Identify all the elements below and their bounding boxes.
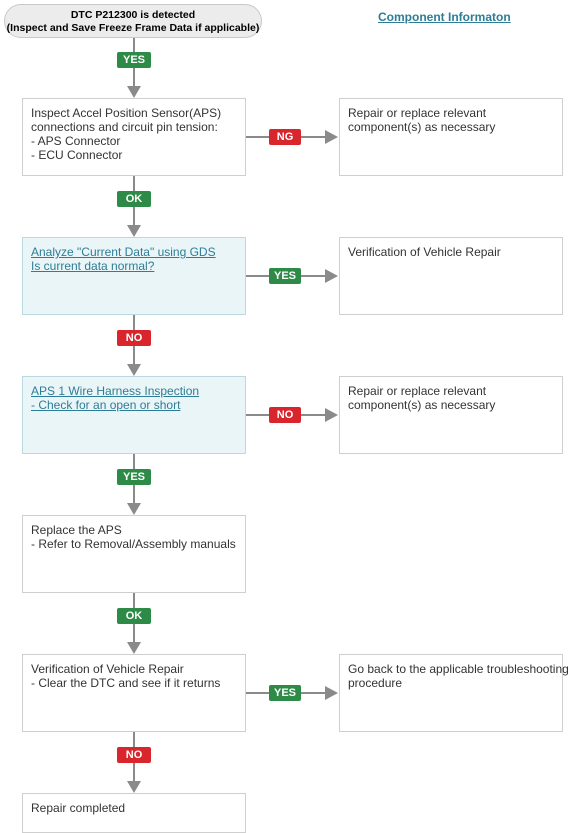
step-text: Repair completed	[31, 801, 126, 815]
step-text: - Refer to Removal/Assembly manuals	[31, 537, 236, 551]
result-text: Go back to the applicable troubleshooting	[348, 662, 569, 676]
badge-yes: YES	[269, 268, 301, 284]
arrow-down-icon	[127, 364, 141, 376]
step-link-text[interactable]: Analyze "Current Data" using GDS	[31, 245, 216, 259]
badge-no: NO	[117, 330, 151, 346]
step-link-text[interactable]: - Check for an open or short	[31, 398, 181, 412]
result-text: Repair or replace relevant	[348, 384, 487, 398]
step-aps1-wire-harness-inspection	[22, 376, 246, 454]
step-analyze-current-data	[22, 237, 246, 315]
step-text: connections and circuit pin tension:	[31, 120, 218, 134]
badge-no: NO	[269, 407, 301, 423]
step-replace-aps	[22, 515, 246, 593]
start-subtitle: (Inspect and Save Freeze Frame Data if applicable)	[6, 22, 260, 34]
arrow-down-icon	[127, 642, 141, 654]
step-link-text[interactable]: APS 1 Wire Harness Inspection	[31, 384, 200, 398]
step-text: Inspect Accel Position Sensor(APS)	[31, 106, 222, 120]
result-text: Verification of Vehicle Repair	[348, 245, 501, 259]
result-repair-replace-1	[339, 98, 563, 176]
arrow-down-icon	[127, 86, 141, 98]
badge-ok: OK	[117, 608, 151, 624]
arrow-down-icon	[127, 225, 141, 237]
result-go-back-troubleshooting	[339, 654, 569, 732]
arrow-right-icon	[325, 130, 338, 144]
result-repair-replace-2	[339, 376, 563, 454]
badge-yes: YES	[269, 685, 301, 701]
arrow-right-icon	[325, 269, 338, 283]
result-verification-of-repair	[339, 237, 563, 315]
step-repair-completed	[22, 793, 246, 833]
arrow-right-icon	[325, 408, 338, 422]
badge-yes: YES	[117, 52, 151, 68]
result-text: component(s) as necessary	[348, 398, 496, 412]
component-information-link[interactable]: Component Informaton	[378, 10, 511, 24]
step-text: - Clear the DTC and see if it returns	[31, 676, 221, 690]
result-text: procedure	[348, 676, 403, 690]
arrow-down-icon	[127, 503, 141, 515]
badge-ok: OK	[117, 191, 151, 207]
step-text: - APS Connector	[31, 134, 121, 148]
arrow-down-icon	[127, 781, 141, 793]
badge-yes: YES	[117, 469, 151, 485]
step-verification-of-repair	[22, 654, 246, 732]
step-text: Verification of Vehicle Repair	[31, 662, 184, 676]
badge-ng: NG	[269, 129, 301, 145]
result-text: component(s) as necessary	[348, 120, 496, 134]
step-link-text[interactable]: Is current data normal?	[31, 259, 155, 273]
step-inspect-aps-connections	[22, 98, 246, 176]
start-node	[4, 4, 262, 38]
badge-no: NO	[117, 747, 151, 763]
start-title: DTC P212300 is detected	[70, 9, 196, 21]
result-text: Repair or replace relevant	[348, 106, 487, 120]
step-text: - ECU Connector	[31, 148, 123, 162]
step-text: Replace the APS	[31, 523, 122, 537]
arrow-right-icon	[325, 686, 338, 700]
